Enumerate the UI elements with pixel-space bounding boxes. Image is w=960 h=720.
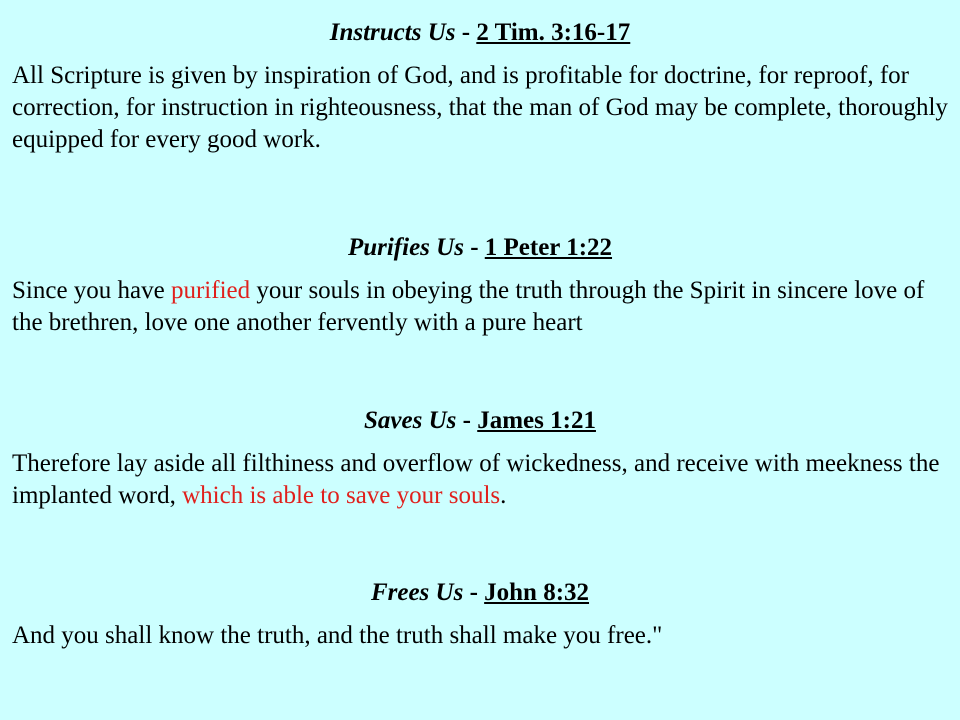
text-after: your souls in obeying the truth through the Spirit in sincere love of the brethren, love one another fervently with a pure heart (12, 277, 925, 336)
section-title: Instructs Us (329, 19, 456, 46)
section-title: Purifies Us (347, 234, 464, 261)
section-title: Frees Us (370, 579, 464, 606)
heading-separator: - (455, 19, 477, 46)
scripture-reference: John 8:32 (484, 579, 590, 606)
scripture-text (12, 448, 948, 512)
heading-separator: - (463, 579, 485, 606)
section-instructs-us (12, 18, 948, 156)
section-purifies-us (12, 233, 948, 339)
scripture-reference: 1 Peter 1:22 (484, 234, 613, 261)
heading-separator: - (463, 234, 485, 261)
text-before: Since you have (12, 277, 171, 304)
text-before: Therefore lay aside all filthiness and overflow of wickedness, and receive with meekness the implanted word, (12, 450, 940, 509)
section-title: Saves Us (364, 407, 457, 434)
highlighted-text: purified (170, 277, 251, 304)
scripture-reference: 2 Tim. 3:16-17 (476, 19, 631, 46)
scripture-text: All Scripture is given by inspiration of God, and is profitable for doctrine, for reproof, for correction, for instruction in righteousness, that the man of God may be complete, thoroughly equipped for every good work. (12, 62, 948, 153)
text-after: . (500, 482, 507, 509)
heading-separator: - (456, 407, 478, 434)
section-saves-us (12, 406, 948, 512)
scripture-reference: James 1:21 (477, 407, 596, 434)
section-heading (12, 18, 948, 48)
section-heading (12, 578, 948, 608)
scripture-text (12, 275, 948, 339)
section-frees-us (12, 578, 948, 652)
section-heading (12, 233, 948, 263)
highlighted-text: which is able to save your souls (182, 482, 501, 509)
section-heading (12, 406, 948, 436)
scripture-text: And you shall know the truth, and the truth shall make you free." (12, 622, 663, 649)
